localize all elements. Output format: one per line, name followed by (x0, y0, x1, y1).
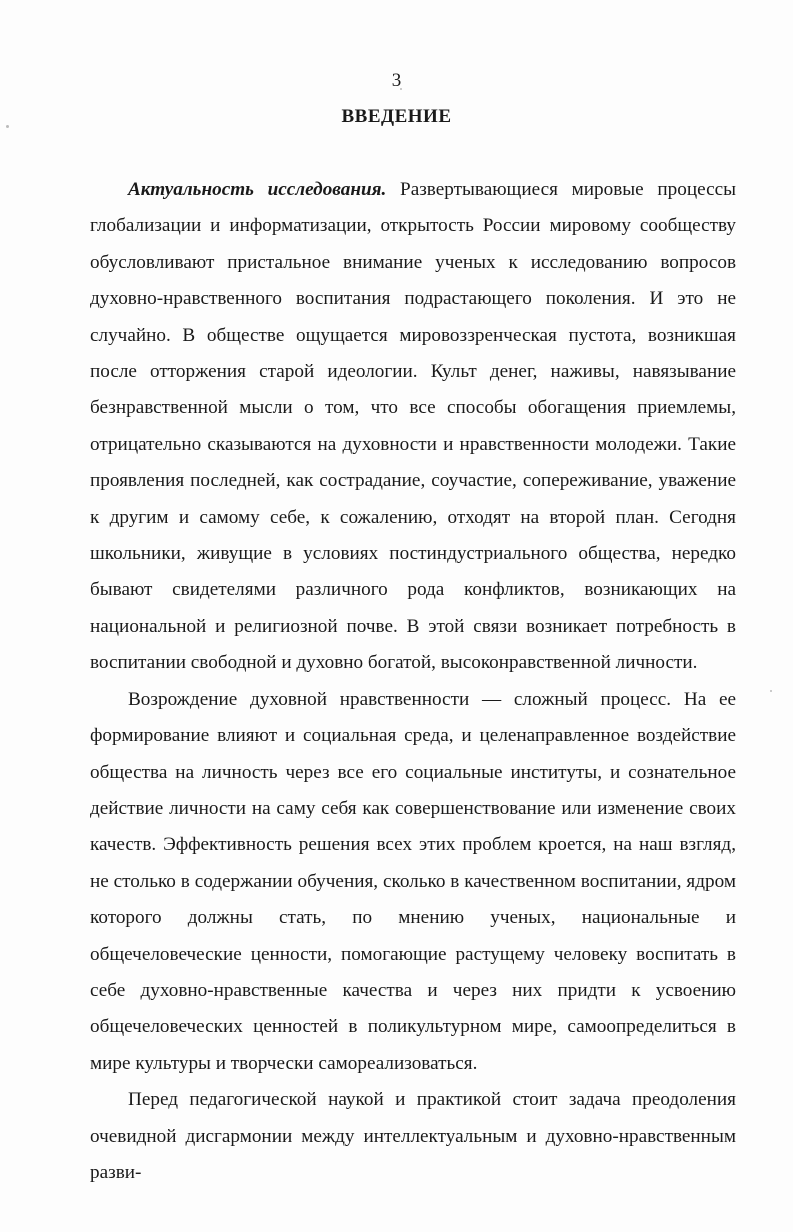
paragraph-text: Возрождение духовной нравственности — сложный процесс. На ее формирование влияют и социальная среда, и целенаправленное воздействие общества на личность через все его социальные институты, и сознательное действие личности на саму себя как совершенствование или изменение своих качеств. Эффективность решения всех этих проблем кроется, на наш взгляд, не столько в содержании обучения, сколько в качественном воспитании, ядром которого должны стать, по мнению ученых, национальные и общечеловеческие ценности, помогающие растущему человеку воспитать в себе духовно-нравственные качества и через них придти к усвоению общечеловеческих ценностей в поликультурном мире, самоопределиться в мире культуры и творчески самореализоваться. (90, 688, 736, 1074)
section-heading: ВВЕДЕНИЕ (341, 106, 452, 127)
paragraph-relevance (90, 172, 736, 682)
paragraph-lead-phrase: Актуальность исследования. (128, 179, 387, 200)
scan-artifact (770, 690, 772, 692)
body-text (90, 172, 736, 1191)
paragraph-text: Развертывающиеся мировые процессы глобализации и информатизации, открытость России мировому сообществу обусловливают пристальное внимание ученых к исследованию вопросов духовно-нравственного воспитания подрастающего поколения. И это не случайно. В обществе ощущается мировоззренческая пустота, возникшая после отторжения старой идеологии. Культ денег, наживы, навязывание безнравственной мысли о том, что все способы обогащения приемлемы, отрицательно сказываются на духовности и нравственности молодежи. Такие проявления последней, как сострадание, соучастие, сопереживание, уважение к другим и самому себе, к сожалению, отходят на второй план. Сегодня школьники, живущие в условиях постиндустриального общества, нередко бывают свидетелями различного рода конфликтов, возникающих на национальной и религиозной почве. В этой связи возникает потребность в воспитании свободной и духовно богатой, высоконравственной личности. (90, 179, 737, 674)
page-number: 3 (391, 70, 402, 91)
paragraph-task (90, 1082, 736, 1191)
paragraph-text: Перед педагогической наукой и практикой стоит задача преодоления очевидной дисгармонии между интеллектуальным и духовно-нравственным разви- (90, 1089, 736, 1183)
paragraph-revival (90, 682, 736, 1082)
